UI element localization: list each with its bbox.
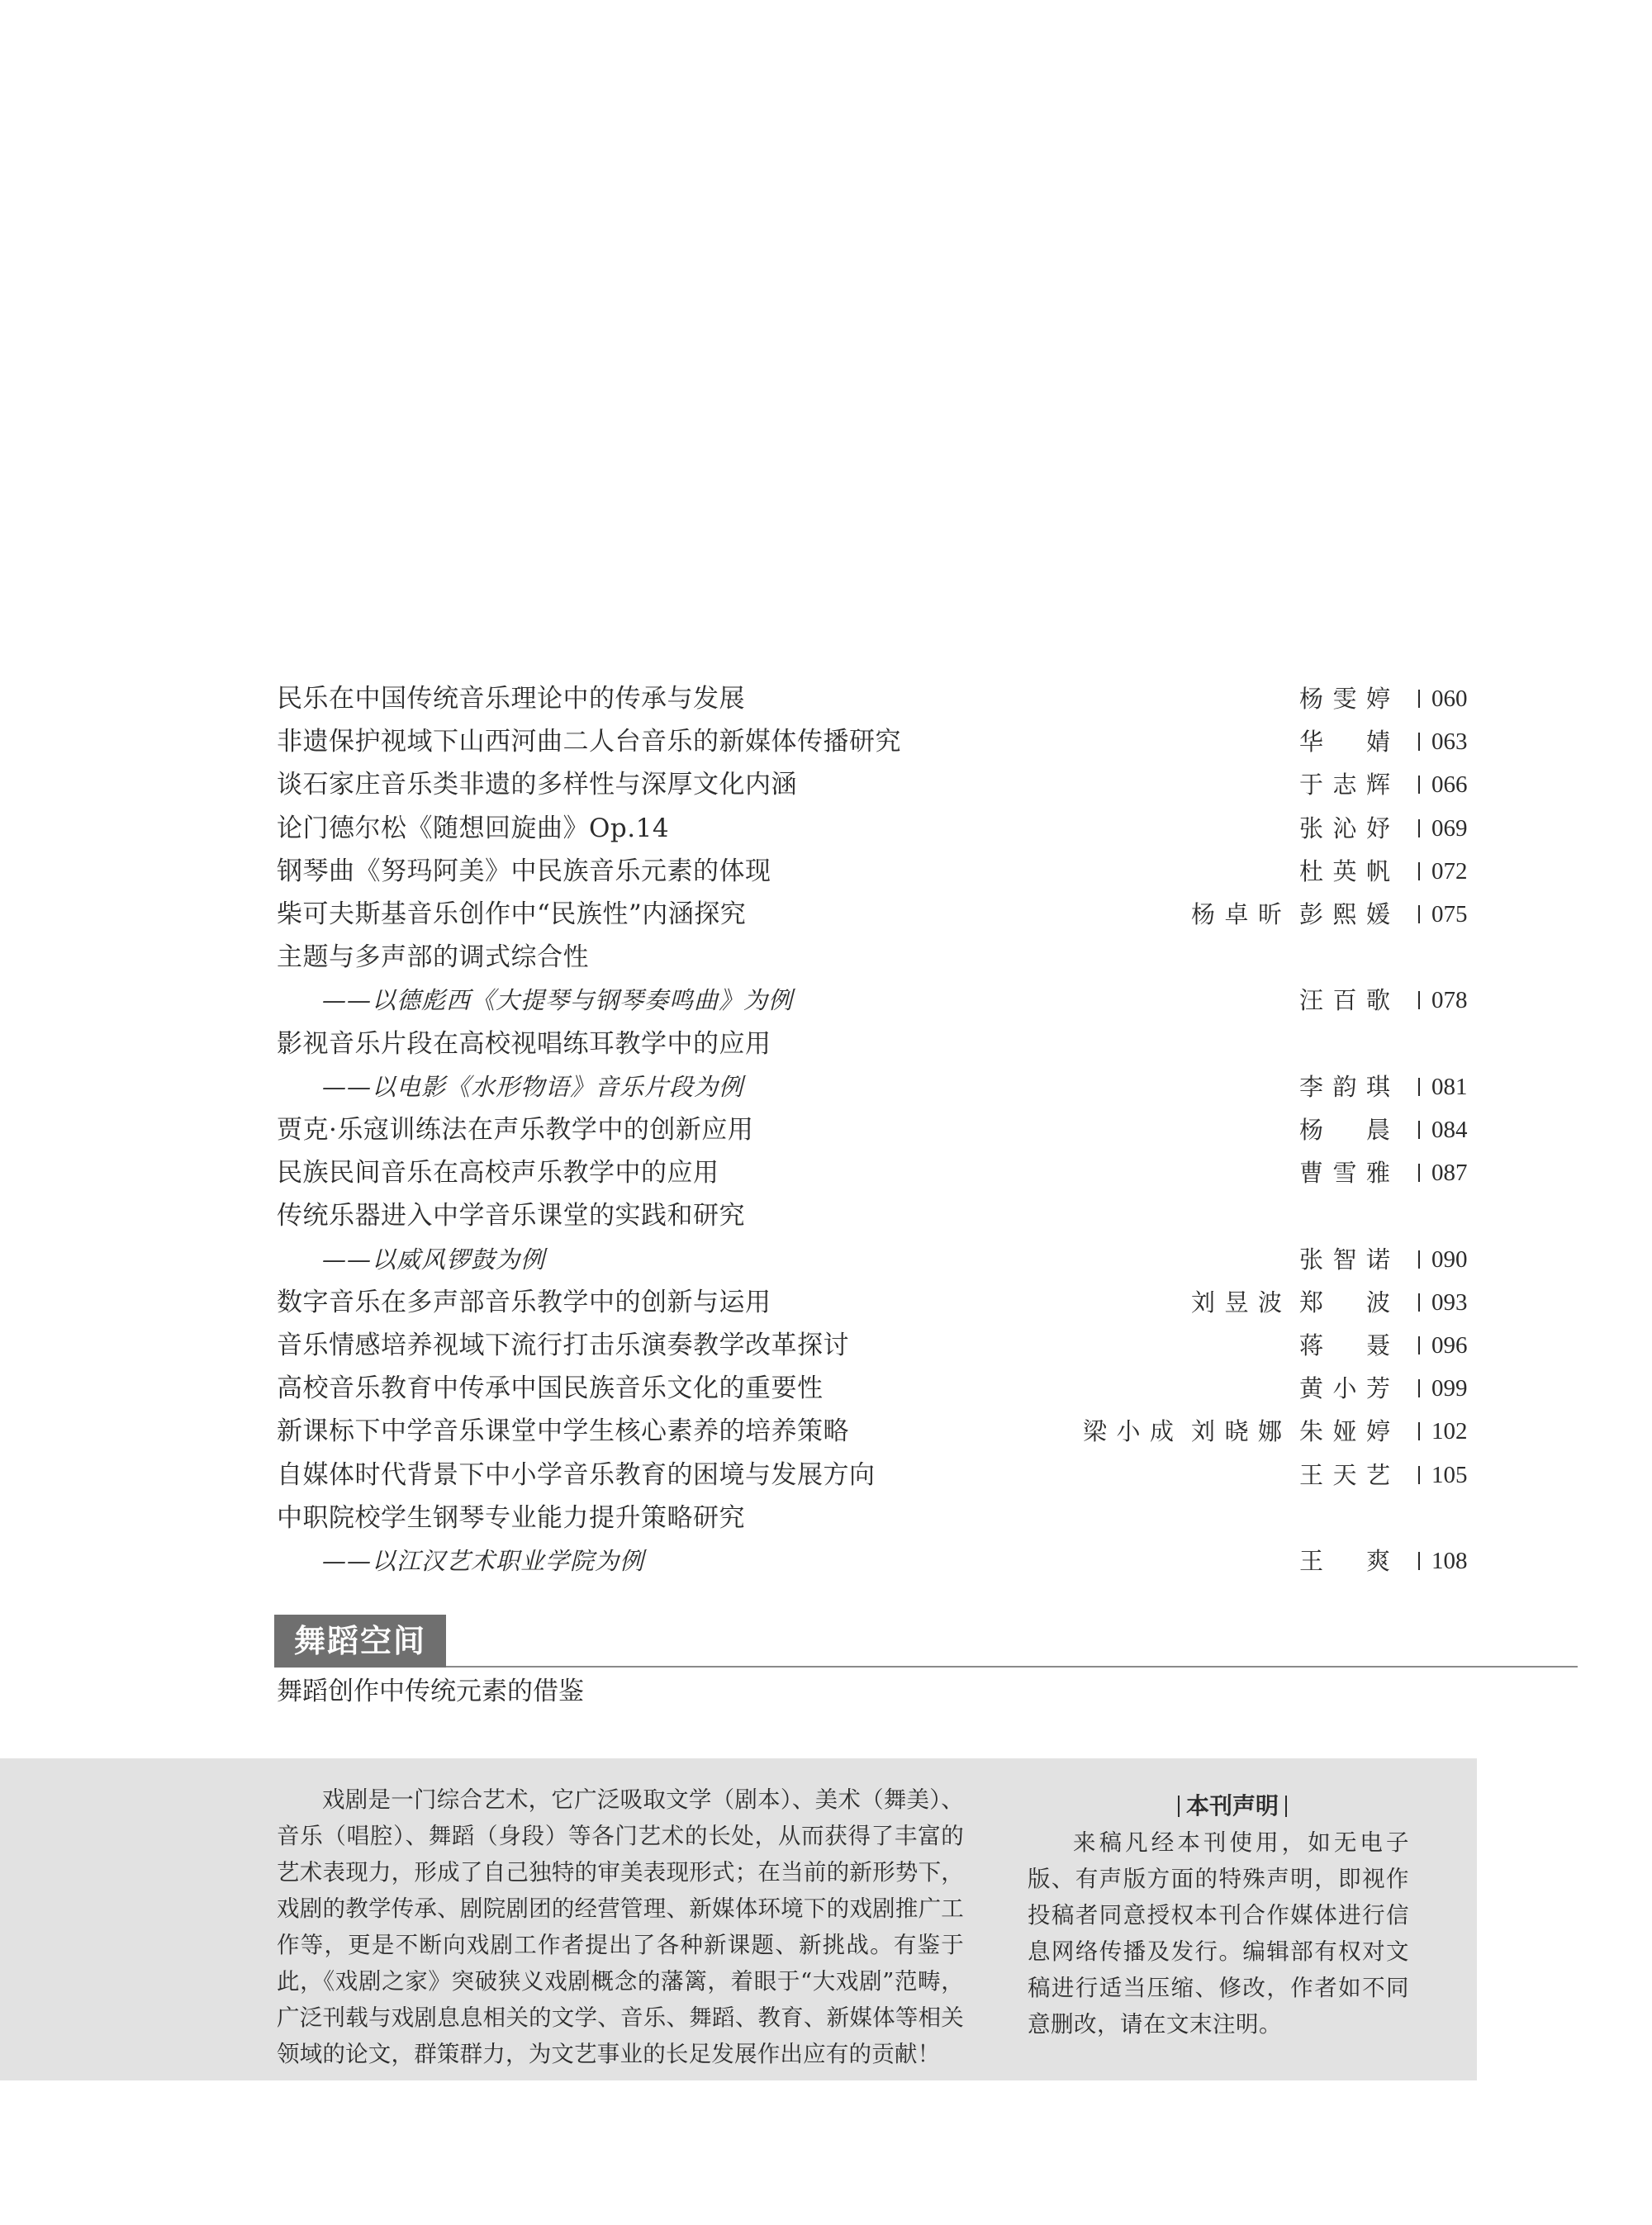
- journal-introduction: 戏剧是一门综合艺术，它广泛吸取文学（剧本）、美术（舞美）、音乐（唱腔）、舞蹈（身段）等各门艺术的长处，从而获得了丰富的艺术表现力，形成了自己独特的审美表现形式；在当前的新形势下，戏剧的教学传承、剧院剧团的经营管理、新媒体环境下的戏剧推广工作等，更是不断向戏剧工作者提出了各种新课题、新挑战。有鉴于此，《戏剧之家》突破狭义戏剧概念的藩篱，着眼于“大戏剧”范畴，广泛刊载与戏剧息息相关的文学、音乐、舞蹈、教育、新媒体等相关领域的论文，群策群力，为文艺事业的长足发展作出应有的贡献！: [277, 1786, 964, 2067]
- toc-entry-title: 论门德尔松《随想回旋曲》Op.14: [277, 813, 670, 843]
- toc-entry[interactable]: [0, 1454, 1652, 1497]
- toc-entry[interactable]: [0, 1324, 1652, 1367]
- page-separator-icon: [1418, 1164, 1420, 1182]
- toc-entry[interactable]: [0, 1281, 1652, 1324]
- page-separator-icon: [1418, 1336, 1420, 1354]
- page-separator-icon: [1418, 991, 1420, 1009]
- toc-entry-title: 中职院校学生钢琴专业能力提升策略研究: [277, 1502, 745, 1533]
- toc-entry-title: 影视音乐片段在高校视唱练耳教学中的应用: [277, 1028, 771, 1059]
- toc-entry-author: 黄小芳: [1299, 1374, 1390, 1403]
- page-separator-icon: [1418, 1422, 1420, 1440]
- toc-entry-author: 刘晓娜: [1191, 1417, 1282, 1446]
- toc-entry-author: 朱娅婷: [1299, 1417, 1390, 1446]
- toc-entry-subtitle: ——以电影《水形物语》音乐片段为例: [322, 1072, 744, 1101]
- toc-entry-page: 090: [1431, 1245, 1468, 1273]
- toc-entry-author: 汪百歌: [1299, 986, 1390, 1015]
- page-separator-icon: [1418, 733, 1420, 751]
- toc-entry-author: 于志辉: [1299, 771, 1390, 799]
- toc-entry-title: 非遗保护视域下山西河曲二人台音乐的新媒体传播研究: [277, 727, 901, 757]
- page-separator-icon: [1418, 1250, 1420, 1269]
- notice-text: 来稿凡经本刊使用，如无电子版、有声版方面的特殊声明，即视作投稿者同意授权本刊合作媒体进行信息网络传播及发行。编辑部有权对文稿进行适当压缩、修改，作者如不同意删改，请在文末注明。: [1028, 1829, 1409, 2038]
- toc-entry-page: 105: [1431, 1461, 1468, 1488]
- toc-entry[interactable]: [0, 1497, 1652, 1539]
- toc-entry-page: 084: [1431, 1117, 1468, 1143]
- toc-entry-author: 彭熙媛: [1299, 900, 1390, 928]
- notice-title-text: 本刊声明: [1186, 1792, 1279, 1819]
- toc-entry-author: 曹雪雅: [1299, 1159, 1390, 1188]
- toc-entry[interactable]: [0, 1151, 1652, 1194]
- toc-entry-title: 高校音乐教育中传承中国民族音乐文化的重要性: [277, 1373, 824, 1404]
- toc-entry-page: 060: [1431, 686, 1468, 712]
- toc-entry-title[interactable]: 舞蹈创作中传统元素的借鉴: [277, 1677, 584, 1706]
- toc-entry-page: 087: [1431, 1160, 1468, 1187]
- toc-entry-author: 杜英帆: [1299, 856, 1390, 885]
- toc-entry-title: 新课标下中学音乐课堂中学生核心素养的培养策略: [277, 1416, 849, 1447]
- toc-entry-title: 民乐在中国传统音乐理论中的传承与发展: [277, 684, 745, 714]
- toc-entry[interactable]: [0, 807, 1652, 850]
- toc-entry-subtitle: ——以威风锣鼓为例: [322, 1245, 546, 1274]
- toc-entry[interactable]: [0, 1194, 1652, 1237]
- toc-entry-page: 078: [1431, 987, 1468, 1014]
- toc-entry-page: 081: [1431, 1073, 1468, 1100]
- toc-entry-author: 梁小成: [1083, 1417, 1174, 1446]
- toc-entry-title: 音乐情感培养视域下流行打击乐演奏教学改革探讨: [277, 1331, 849, 1360]
- toc-entry-title: 柴可夫斯基音乐创作中“民族性”内涵探究: [277, 899, 747, 929]
- bar-icon: [1285, 1796, 1287, 1817]
- page-separator-icon: [1418, 1466, 1420, 1484]
- toc-entry-author: 华 婧: [1299, 728, 1390, 757]
- toc-entry-page: 093: [1431, 1288, 1468, 1316]
- page-separator-icon: [1418, 862, 1420, 880]
- toc-entry-subtitle-row[interactable]: [0, 1065, 1652, 1108]
- page-separator-icon: [1418, 1293, 1420, 1312]
- toc-entry[interactable]: [0, 720, 1652, 763]
- toc-entry-author: 杨 晨: [1299, 1116, 1390, 1144]
- toc-entry-page: 096: [1431, 1332, 1468, 1359]
- toc-entry-page: 099: [1431, 1375, 1468, 1402]
- section-header-dance: 舞蹈空间: [274, 1615, 446, 1668]
- toc-entry-author: 张智诺: [1299, 1245, 1390, 1274]
- toc-entry-author: 蒋 聂: [1299, 1331, 1390, 1359]
- toc-entry[interactable]: [0, 1108, 1652, 1151]
- page-separator-icon: [1418, 776, 1420, 794]
- toc-entry-title: 贾克·乐寇训练法在声乐教学中的创新应用: [277, 1115, 754, 1145]
- toc-entry-author: 李韵琪: [1299, 1072, 1390, 1101]
- toc-entry[interactable]: [0, 936, 1652, 979]
- toc-entry-subtitle: ——以德彪西《大提琴与钢琴奏鸣曲》为例: [322, 986, 794, 1015]
- toc-entry-author: 杨雯婷: [1299, 685, 1390, 713]
- toc-entry-title: 数字音乐在多声部音乐教学中的创新与运用: [277, 1287, 771, 1317]
- toc-entry-page: 063: [1431, 728, 1468, 756]
- toc-entry-author: 张沁妤: [1299, 814, 1390, 842]
- page-separator-icon: [1418, 819, 1420, 837]
- toc-entry-page: 075: [1431, 901, 1468, 927]
- toc-entry-page: 072: [1431, 857, 1468, 885]
- toc-entry-author: 王天艺: [1299, 1460, 1390, 1489]
- toc-entry-title: 自媒体时代背景下中小学音乐教育的困境与发展方向: [277, 1459, 876, 1490]
- toc-entry[interactable]: [0, 677, 1652, 720]
- toc-entry-author: 刘昱波: [1191, 1288, 1282, 1316]
- toc-entry-page: 066: [1431, 771, 1468, 799]
- toc-entry-subtitle-row[interactable]: [0, 1238, 1652, 1281]
- toc-entry[interactable]: [0, 1410, 1652, 1453]
- bar-icon: [1178, 1796, 1180, 1817]
- section-divider: [446, 1666, 1578, 1668]
- page-separator-icon: [1418, 1379, 1420, 1397]
- toc-entry-subtitle: ——以江汉艺术职业学院为例: [322, 1547, 645, 1575]
- toc-entry-title: 主题与多声部的调式综合性: [277, 942, 589, 973]
- toc-entry-title: 谈石家庄音乐类非遗的多样性与深厚文化内涵: [277, 770, 797, 800]
- toc-entry-subtitle-row[interactable]: [0, 1539, 1652, 1582]
- page-separator-icon: [1418, 1552, 1420, 1570]
- toc-entry[interactable]: [0, 893, 1652, 936]
- toc-entry-title: 民族民间音乐在高校声乐教学中的应用: [277, 1158, 719, 1188]
- toc-entry[interactable]: [0, 1022, 1652, 1065]
- toc-entry-author: 郑 波: [1299, 1288, 1390, 1316]
- toc-entry[interactable]: [0, 1367, 1652, 1410]
- toc-entry-page: 102: [1431, 1418, 1468, 1445]
- toc-entry-subtitle-row[interactable]: [0, 979, 1652, 1022]
- page-separator-icon: [1418, 905, 1420, 923]
- toc-entry-page: 108: [1431, 1548, 1468, 1574]
- page-separator-icon: [1418, 1078, 1420, 1096]
- toc-entry-author: 杨卓昕: [1191, 900, 1282, 928]
- toc-entry[interactable]: [0, 850, 1652, 893]
- notice-title: [1171, 1788, 1294, 1824]
- toc-entry[interactable]: [0, 763, 1652, 806]
- toc-entry-title: 钢琴曲《努玛阿美》中民族音乐元素的体现: [277, 856, 771, 886]
- page-separator-icon: [1418, 1121, 1420, 1139]
- page-separator-icon: [1418, 690, 1420, 708]
- toc-entry-author: 王 爽: [1299, 1547, 1390, 1575]
- toc-entry-page: 069: [1431, 814, 1468, 842]
- toc-entry-title: 传统乐器进入中学音乐课堂的实践和研究: [277, 1201, 745, 1231]
